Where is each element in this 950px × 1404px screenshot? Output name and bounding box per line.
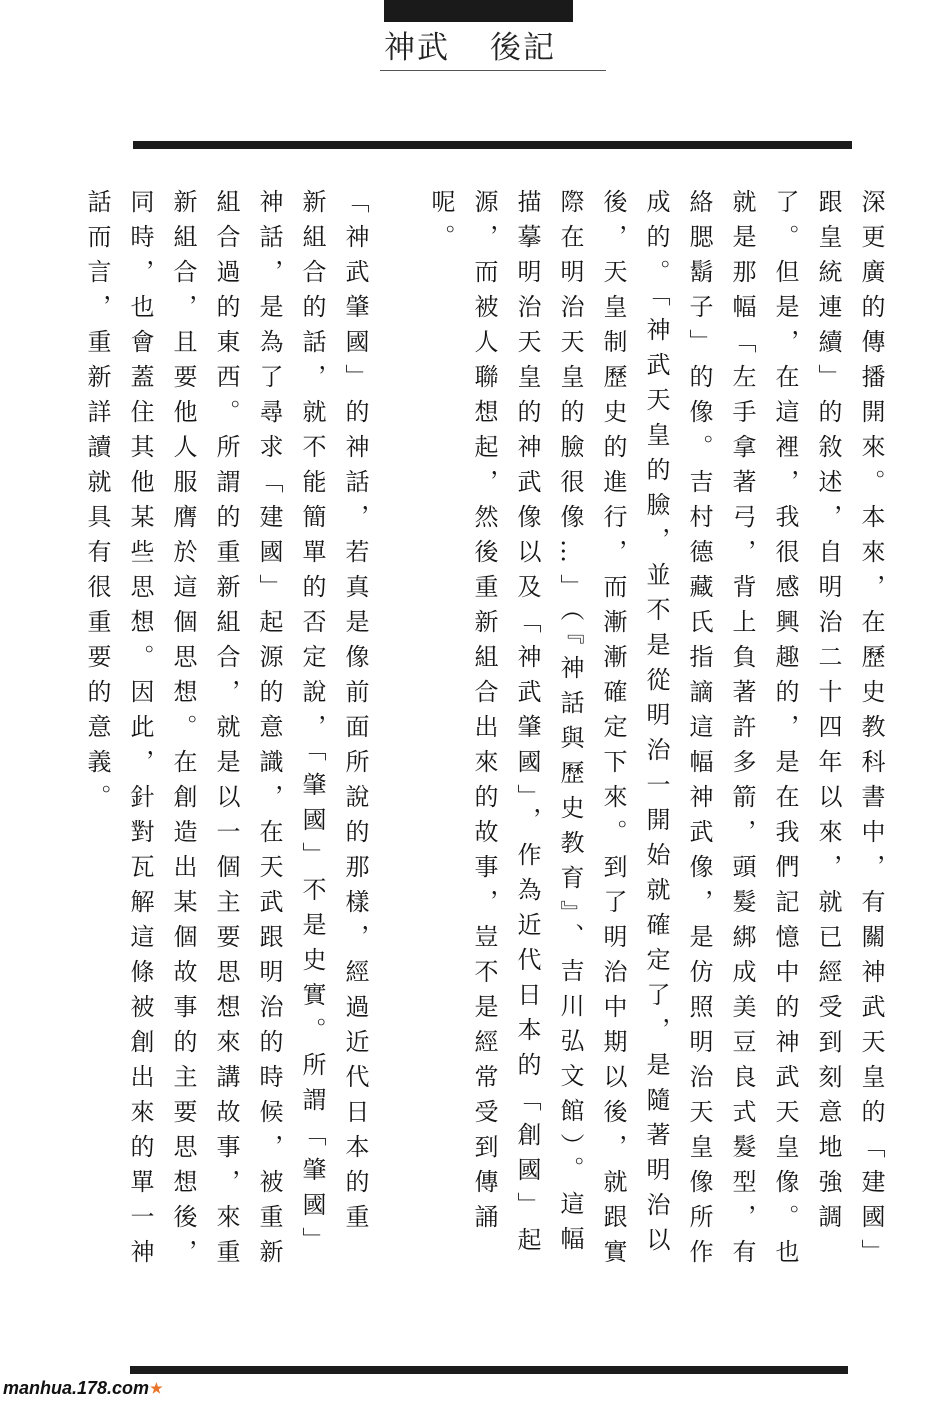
header-title-left: 神武 (384, 30, 450, 66)
watermark-text: manhua.178.com (3, 1378, 150, 1398)
header-tab-block (384, 0, 573, 22)
bottom-divider-bar (130, 1366, 848, 1374)
vertical-body-text: 深更廣的傳播開來。本來，在歷史教科書中，有關神武天皇的「建國」 跟皇統連續」的敘述，自明治二十四年以來，就已經受到刻意地強調 了。但是，在這裡，我很感興趣的，是在我們記憶中的神武天皇像。也 就是那幅「左手拿著弓，背上負著許多箭，頭髮綁成美豆良式髮型，有 絡腮鬍子」的像。吉村德藏氏指謫這幅神武像，是仿照明治天皇像所作 成的。「神武天皇的臉，並不是從明治一開始就確定了，是隨著明治以 後，天皇制歷史的進行，而漸漸確定下來。到了明治中期以後，就跟實 際在明治天皇的臉很像…」（『神話與歷史教育』、吉川弘文館）。這幅 描摹明治天皇的神武像以及「神武肇國」，作為近代日本的「創國」起 源，而被人聯想起，然後重新組合出來的故事，豈不是經常受到傳誦 呢。 「神武肇國」的神話，若真是像前面所說的那樣，經過近代日本的重 新組合的話，就不能簡單的否定說，「肇國」不是史實。所謂「肇國」 神話，是為了尋求「建國」起源的意識，在天武跟明治的時候，被重新 組合過的東西。所謂的重新組合，就是以一個主要思想來講故事，來重 新組合，且要他人服膺於這個思想。在創造出某個故事的主要思想後， 同時，也會蓋住其他某些思想。因此，針對瓦解這條被創出來的單一神 話而言，重新詳讀就具有很重要的意義。 (83, 189, 885, 1274)
site-watermark (3, 1376, 163, 1400)
header-underline (380, 70, 606, 71)
top-divider-bar (133, 141, 852, 149)
page-header-title (384, 26, 604, 70)
star-icon: ★ (150, 1380, 163, 1396)
header-title-right: 後記 (490, 30, 556, 66)
